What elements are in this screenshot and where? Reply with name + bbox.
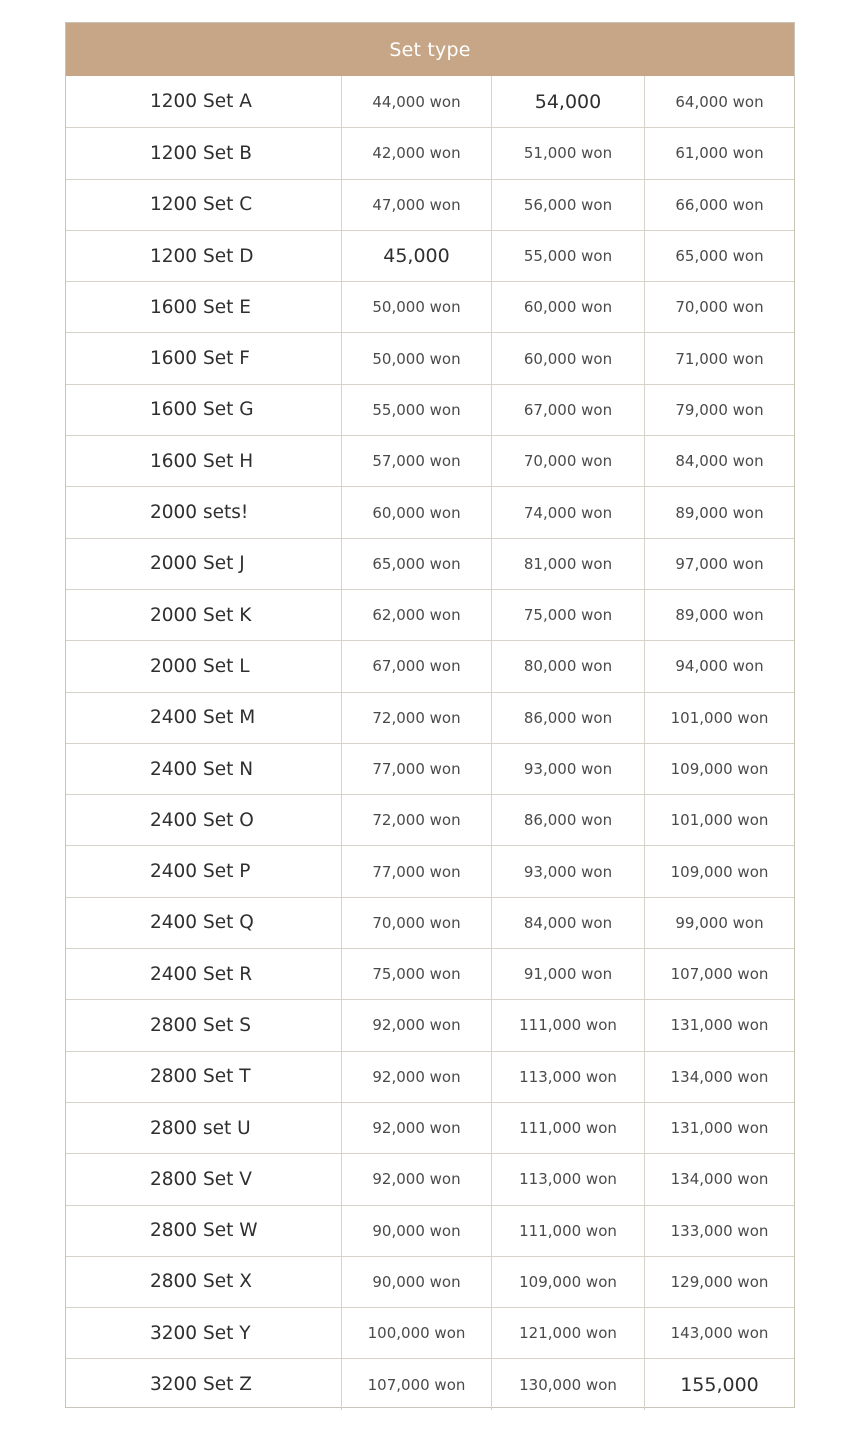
- price-text-2: 91,000 won: [523, 965, 613, 984]
- price-text-3: 109,000 won: [670, 760, 769, 778]
- price-cell-1: [341, 1103, 491, 1153]
- table-row: [66, 897, 794, 948]
- price-text-2: 60,000 won: [523, 349, 613, 368]
- price-cell-3: [644, 1154, 794, 1204]
- price-text-3: 109,000 won: [670, 862, 769, 881]
- price-text-1: 67,000 won: [372, 657, 461, 676]
- price-text-2: 84,000 won: [523, 913, 613, 932]
- set-name-cell: [66, 487, 341, 537]
- price-cell-1: [341, 180, 491, 230]
- price-text-3: 99,000 won: [675, 913, 764, 932]
- price-table: [65, 22, 795, 1408]
- price-text-1: 92,000 won: [372, 1119, 461, 1138]
- price-text-2: 93,000 won: [523, 760, 613, 778]
- set-name-text: 2400 Set R: [150, 963, 253, 985]
- price-text-3: 71,000 won: [675, 349, 764, 368]
- set-name-cell: [66, 949, 341, 999]
- price-text-1: 47,000 won: [372, 195, 461, 214]
- set-name-text: 2800 Set W: [150, 1220, 258, 1242]
- set-name-text: 2000 Set J: [150, 553, 245, 575]
- price-cell-3: [644, 590, 794, 640]
- price-cell-3: [644, 846, 794, 896]
- price-cell-1: [341, 1206, 491, 1256]
- price-cell-1: [341, 949, 491, 999]
- price-text-2: 86,000 won: [523, 811, 613, 830]
- price-text-1: 44,000 won: [372, 92, 461, 111]
- price-cell-2: [491, 436, 644, 486]
- set-name-cell: [66, 282, 341, 332]
- price-cell-3: [644, 1308, 794, 1358]
- set-name-cell: [66, 1103, 341, 1153]
- price-text-1: 45,000: [383, 245, 450, 268]
- price-text-1: 90,000 won: [372, 1272, 461, 1291]
- price-text-2: 81,000 won: [523, 554, 613, 573]
- price-text-1: 55,000 won: [372, 400, 461, 419]
- price-text-1: 92,000 won: [372, 1067, 461, 1086]
- price-cell-2: [491, 385, 644, 435]
- price-cell-1: [341, 282, 491, 332]
- set-name-text: 2400 Set O: [150, 809, 254, 831]
- price-cell-2: [491, 693, 644, 743]
- price-text-2: 109,000 won: [519, 1272, 617, 1291]
- set-name-cell: [66, 539, 341, 589]
- set-name-text: 1600 Set G: [150, 399, 254, 421]
- price-cell-3: [644, 539, 794, 589]
- price-cell-2: [491, 128, 644, 178]
- price-cell-3: [644, 795, 794, 845]
- price-cell-2: [491, 846, 644, 896]
- price-cell-3: [644, 487, 794, 537]
- table-row: [66, 1205, 794, 1256]
- set-name-text: 1600 Set E: [150, 296, 251, 318]
- price-cell-2: [491, 231, 644, 281]
- table-row: [66, 538, 794, 589]
- price-cell-2: [491, 1103, 644, 1153]
- price-text-3: 97,000 won: [675, 554, 764, 573]
- price-cell-3: [644, 1257, 794, 1307]
- price-cell-1: [341, 795, 491, 845]
- set-name-text: 1600 Set H: [150, 450, 254, 472]
- table-body: [66, 76, 794, 1410]
- table-row: [66, 486, 794, 537]
- set-name-cell: [66, 1052, 341, 1102]
- price-cell-3: [644, 1206, 794, 1256]
- price-text-1: 65,000 won: [372, 554, 461, 573]
- set-name-cell: [66, 1359, 341, 1409]
- set-name-text: 2800 Set T: [150, 1066, 251, 1088]
- price-text-3: 155,000: [680, 1373, 759, 1396]
- price-text-2: 86,000 won: [523, 708, 613, 727]
- price-cell-3: [644, 1359, 794, 1409]
- table-row: [66, 1153, 794, 1204]
- table-row: [66, 127, 794, 178]
- price-text-3: 133,000 won: [670, 1221, 769, 1240]
- price-cell-3: [644, 76, 794, 127]
- set-name-text: 2800 Set S: [150, 1014, 251, 1036]
- set-name-cell: [66, 846, 341, 896]
- table-row: [66, 794, 794, 845]
- price-cell-3: [644, 180, 794, 230]
- price-cell-1: [341, 898, 491, 948]
- table-row: [66, 948, 794, 999]
- table-row: [66, 435, 794, 486]
- price-text-3: 89,000 won: [675, 503, 764, 522]
- price-cell-2: [491, 795, 644, 845]
- set-name-text: 2000 sets!: [150, 502, 249, 524]
- price-text-1: 107,000 won: [367, 1375, 466, 1394]
- price-cell-1: [341, 76, 491, 127]
- price-cell-1: [341, 539, 491, 589]
- price-cell-3: [644, 333, 794, 383]
- price-text-1: 92,000 won: [372, 1170, 461, 1189]
- price-cell-1: [341, 1154, 491, 1204]
- set-name-text: 2400 Set M: [150, 707, 256, 729]
- table-row: [66, 230, 794, 281]
- price-text-2: 113,000 won: [519, 1170, 617, 1189]
- set-name-text: 2800 Set V: [150, 1168, 252, 1190]
- price-text-2: 80,000 won: [523, 657, 613, 676]
- price-cell-1: [341, 1359, 491, 1409]
- table-row: [66, 999, 794, 1050]
- price-text-1: 100,000 won: [367, 1324, 466, 1343]
- price-cell-1: [341, 231, 491, 281]
- table-row: [66, 179, 794, 230]
- price-text-1: 42,000 won: [372, 144, 461, 163]
- set-name-cell: [66, 231, 341, 281]
- set-name-cell: [66, 1000, 341, 1050]
- set-name-cell: [66, 436, 341, 486]
- price-text-2: 74,000 won: [523, 503, 613, 522]
- price-cell-3: [644, 949, 794, 999]
- set-name-cell: [66, 795, 341, 845]
- price-text-1: 50,000 won: [372, 349, 461, 368]
- price-cell-2: [491, 76, 644, 127]
- price-text-3: 101,000 won: [670, 811, 769, 830]
- price-text-2: 111,000 won: [519, 1221, 617, 1240]
- set-name-text: 1600 Set F: [150, 348, 250, 370]
- price-text-1: 57,000 won: [372, 452, 461, 471]
- price-cell-2: [491, 282, 644, 332]
- price-cell-3: [644, 231, 794, 281]
- price-cell-2: [491, 1359, 644, 1409]
- price-cell-3: [644, 898, 794, 948]
- table-row: [66, 332, 794, 383]
- price-text-1: 50,000 won: [372, 298, 461, 317]
- price-text-3: 66,000 won: [675, 195, 764, 214]
- price-cell-1: [341, 590, 491, 640]
- price-cell-1: [341, 1052, 491, 1102]
- price-cell-1: [341, 1308, 491, 1358]
- price-cell-1: [341, 1257, 491, 1307]
- price-text-2: 93,000 won: [523, 862, 613, 881]
- price-cell-3: [644, 128, 794, 178]
- set-name-text: 2400 Set N: [150, 758, 254, 780]
- set-name-text: 2400 Set P: [150, 861, 251, 883]
- set-name-cell: [66, 1206, 341, 1256]
- price-text-3: 107,000 won: [670, 965, 769, 984]
- header-title: Set type: [389, 38, 471, 61]
- table-row: [66, 743, 794, 794]
- price-text-2: 67,000 won: [523, 400, 613, 419]
- price-text-3: 84,000 won: [675, 452, 764, 471]
- set-name-cell: [66, 898, 341, 948]
- set-name-cell: [66, 1257, 341, 1307]
- table-row: [66, 640, 794, 691]
- set-name-cell: [66, 641, 341, 691]
- set-name-cell: [66, 1154, 341, 1204]
- price-text-3: 131,000 won: [670, 1016, 769, 1035]
- set-name-text: 1200 Set C: [150, 194, 253, 216]
- price-text-3: 101,000 won: [670, 708, 769, 727]
- set-name-text: 2800 set U: [150, 1117, 251, 1139]
- price-cell-3: [644, 693, 794, 743]
- set-name-text: 1200 Set B: [150, 142, 252, 164]
- price-text-1: 72,000 won: [372, 708, 461, 727]
- price-text-3: 143,000 won: [670, 1324, 769, 1343]
- price-text-1: 77,000 won: [372, 862, 461, 881]
- price-cell-2: [491, 898, 644, 948]
- price-cell-1: [341, 436, 491, 486]
- set-name-cell: [66, 693, 341, 743]
- price-text-2: 60,000 won: [523, 298, 613, 317]
- price-text-3: 61,000 won: [675, 144, 764, 163]
- set-name-text: 3200 Set Z: [150, 1374, 252, 1396]
- table-row: [66, 76, 794, 127]
- price-text-2: 111,000 won: [519, 1119, 617, 1138]
- price-cell-3: [644, 744, 794, 794]
- set-name-cell: [66, 333, 341, 383]
- set-name-cell: [66, 590, 341, 640]
- set-name-cell: [66, 128, 341, 178]
- set-name-cell: [66, 1308, 341, 1358]
- price-cell-2: [491, 641, 644, 691]
- set-name-text: 2400 Set Q: [150, 912, 254, 934]
- table-row: [66, 384, 794, 435]
- price-cell-2: [491, 1000, 644, 1050]
- set-name-text: 2000 Set K: [150, 604, 252, 626]
- set-name-cell: [66, 180, 341, 230]
- set-name-cell: [66, 385, 341, 435]
- set-name-text: 1200 Set D: [150, 245, 254, 267]
- set-name-text: 3200 Set Y: [150, 1322, 251, 1344]
- price-cell-3: [644, 282, 794, 332]
- price-text-2: 55,000 won: [523, 247, 613, 266]
- price-text-3: 129,000 won: [670, 1272, 769, 1291]
- price-cell-3: [644, 436, 794, 486]
- price-text-3: 65,000 won: [675, 247, 764, 266]
- price-cell-1: [341, 641, 491, 691]
- price-cell-1: [341, 846, 491, 896]
- price-text-1: 90,000 won: [372, 1221, 461, 1240]
- set-name-text: 1200 Set A: [150, 91, 252, 113]
- table-row: [66, 1102, 794, 1153]
- price-text-3: 94,000 won: [675, 657, 764, 676]
- price-cell-2: [491, 1308, 644, 1358]
- price-text-3: 89,000 won: [675, 606, 764, 625]
- price-text-1: 75,000 won: [372, 965, 461, 984]
- price-text-1: 72,000 won: [372, 811, 461, 830]
- price-text-3: 134,000 won: [670, 1170, 769, 1189]
- price-text-3: 131,000 won: [670, 1119, 769, 1138]
- price-cell-1: [341, 385, 491, 435]
- price-text-1: 62,000 won: [372, 606, 461, 625]
- price-cell-2: [491, 949, 644, 999]
- table-row: [66, 692, 794, 743]
- price-text-3: 70,000 won: [675, 298, 764, 317]
- price-cell-2: [491, 180, 644, 230]
- price-cell-2: [491, 487, 644, 537]
- set-name-cell: [66, 76, 341, 127]
- price-text-2: 121,000 won: [519, 1324, 617, 1343]
- price-text-3: 134,000 won: [670, 1067, 769, 1086]
- price-cell-1: [341, 693, 491, 743]
- price-text-2: 70,000 won: [523, 452, 613, 471]
- price-cell-3: [644, 1000, 794, 1050]
- price-cell-2: [491, 1257, 644, 1307]
- price-cell-3: [644, 1052, 794, 1102]
- price-text-2: 75,000 won: [523, 606, 613, 625]
- price-cell-1: [341, 1000, 491, 1050]
- table-row: [66, 281, 794, 332]
- price-cell-2: [491, 1206, 644, 1256]
- table-row: [66, 845, 794, 896]
- price-text-2: 54,000: [534, 90, 602, 113]
- set-name-text: 2800 Set X: [150, 1271, 252, 1293]
- price-cell-3: [644, 641, 794, 691]
- price-text-1: 70,000 won: [372, 913, 461, 932]
- price-text-2: 56,000 won: [523, 195, 613, 214]
- table-row: [66, 1358, 794, 1409]
- price-cell-1: [341, 744, 491, 794]
- price-text-2: 111,000 won: [519, 1016, 617, 1035]
- price-text-3: 79,000 won: [675, 400, 764, 419]
- price-text-1: 77,000 won: [372, 760, 461, 778]
- price-text-2: 113,000 won: [519, 1067, 617, 1086]
- price-cell-2: [491, 1154, 644, 1204]
- price-text-2: 51,000 won: [523, 144, 613, 163]
- price-text-1: 92,000 won: [372, 1016, 461, 1035]
- price-cell-3: [644, 385, 794, 435]
- price-text-1: 60,000 won: [372, 503, 461, 522]
- price-cell-3: [644, 1103, 794, 1153]
- price-cell-2: [491, 1052, 644, 1102]
- table-row: [66, 1051, 794, 1102]
- price-cell-2: [491, 539, 644, 589]
- price-cell-2: [491, 333, 644, 383]
- price-cell-1: [341, 333, 491, 383]
- price-cell-1: [341, 487, 491, 537]
- table-row: [66, 1256, 794, 1307]
- table-row: [66, 1307, 794, 1358]
- set-name-cell: [66, 744, 341, 794]
- set-name-text: 2000 Set L: [150, 655, 250, 677]
- price-text-2: 130,000 won: [519, 1375, 617, 1394]
- table-row: [66, 589, 794, 640]
- price-cell-1: [341, 128, 491, 178]
- price-cell-2: [491, 590, 644, 640]
- price-cell-2: [491, 744, 644, 794]
- table-header: [66, 23, 794, 76]
- price-text-3: 64,000 won: [675, 92, 764, 111]
